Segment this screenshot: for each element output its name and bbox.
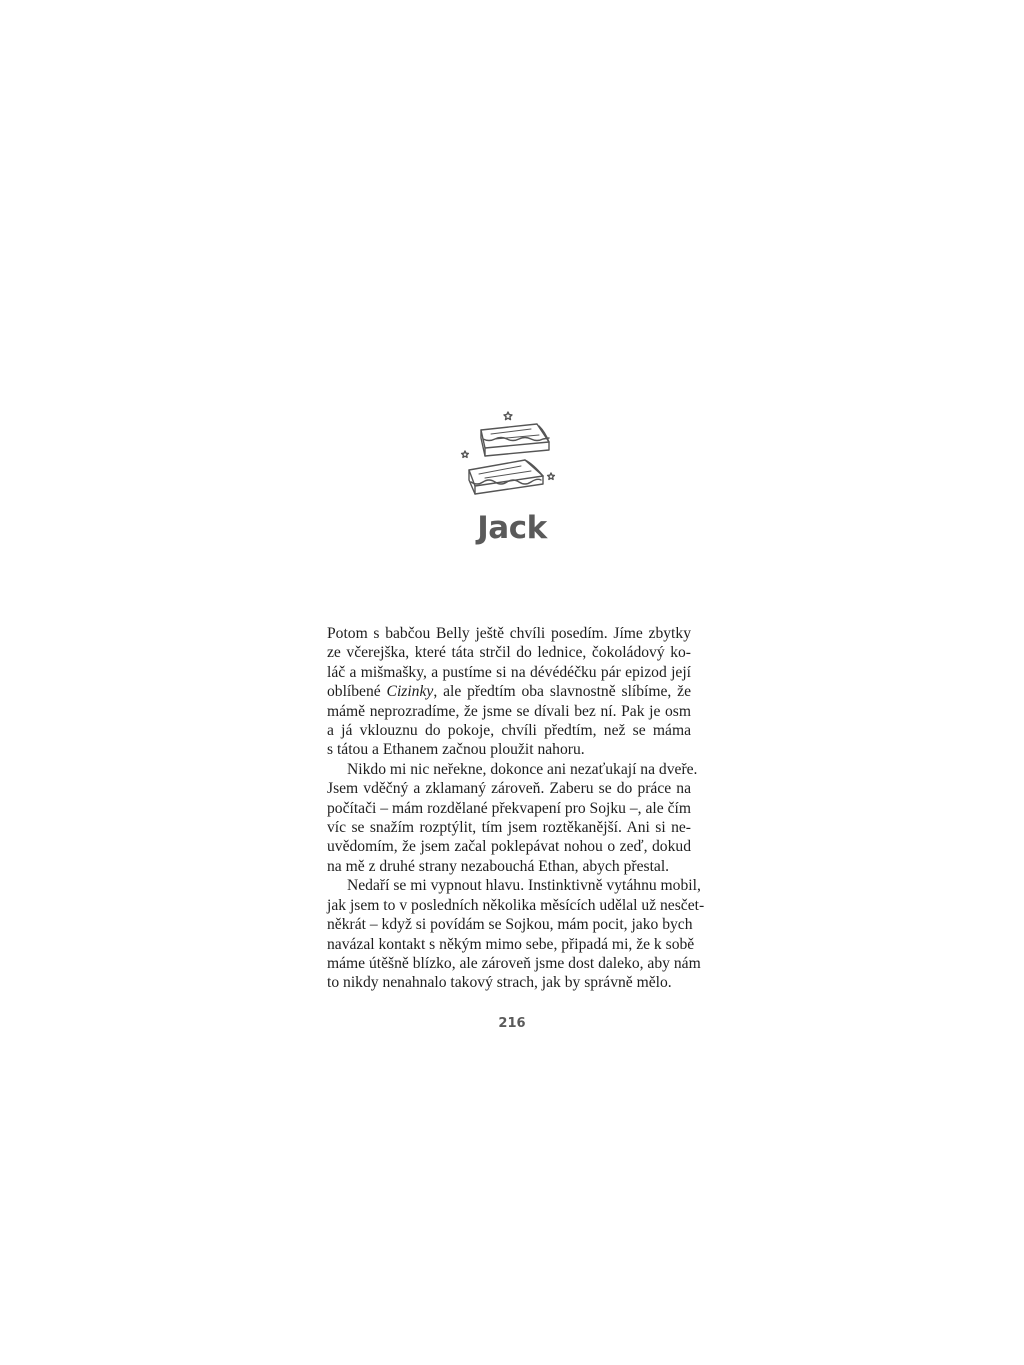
book-title-emphasis: Cizinky <box>386 683 434 701</box>
text-line: víc se snažím rozptýlit, tím jsem roztěkanější. Ani si ne- <box>327 819 691 837</box>
text-line: máme útěšně blízko, ale zároveň jsme dost daleko, aby nám <box>327 954 701 972</box>
paragraph-3 <box>327 876 705 992</box>
text-line: navázal kontakt s někým mimo sebe, připadá mi, že k sobě <box>327 935 695 953</box>
text-line: s tátou a Ethanem začnou ploužit nahoru. <box>327 741 585 759</box>
text-line: někrát – když si povídám se Sojkou, mám pocit, jako bych <box>327 916 693 934</box>
text-line: mámě neprozradíme, že jsme se dívali bez ní. Pak je osm <box>327 702 691 720</box>
text-line: Nikdo mi nic neřekne, dokonce ani nezaťukají na dveře. <box>347 760 698 778</box>
page-number: 216 <box>498 1016 526 1031</box>
text-fragment: , ale předtím oba slavnostně slíbíme, že <box>433 683 692 701</box>
text-fragment: oblíbené <box>327 683 387 701</box>
text-line: ze včerejška, které táta strčil do lednice, čokoládový ko- <box>327 644 691 662</box>
text-line: uvědomím, že jsem začal poklepávat nohou o zeď, dokud <box>327 838 691 856</box>
chapter-title: Jack <box>477 510 547 546</box>
paragraph-1 <box>327 624 691 760</box>
body-text <box>327 624 705 993</box>
text-line: počítači – mám rozdělané překvapení pro Sojku –, ale čím <box>327 799 691 817</box>
text-line: Potom s babčou Belly ještě chvíli posedím. Jíme zbytky <box>327 625 691 642</box>
text-line: láč a mišmašky, a pustíme si na dévédéčku pár epizod její <box>327 663 691 681</box>
text-line: Jsem vděčný a zklamaný zároveň. Zaberu se do práce na <box>327 780 691 798</box>
text-line <box>327 682 691 701</box>
text-line: na mě z druhé strany nezabouchá Ethan, abych přestal. <box>327 857 670 875</box>
text-line: Nedaří se mi vypnout hlavu. Instinktivně vytáhnu mobil, <box>347 877 701 895</box>
sandwich-icon <box>455 408 567 508</box>
text-line: to nikdy nenahnalo takový strach, jak by správně mělo. <box>327 974 672 992</box>
text-line: a já vklouznu do pokoje, chvíli předtím, než se máma <box>327 722 691 740</box>
paragraph-2 <box>327 760 698 876</box>
text-line: jak jsem to v posledních několika měsících udělal už nesčet- <box>327 896 705 914</box>
